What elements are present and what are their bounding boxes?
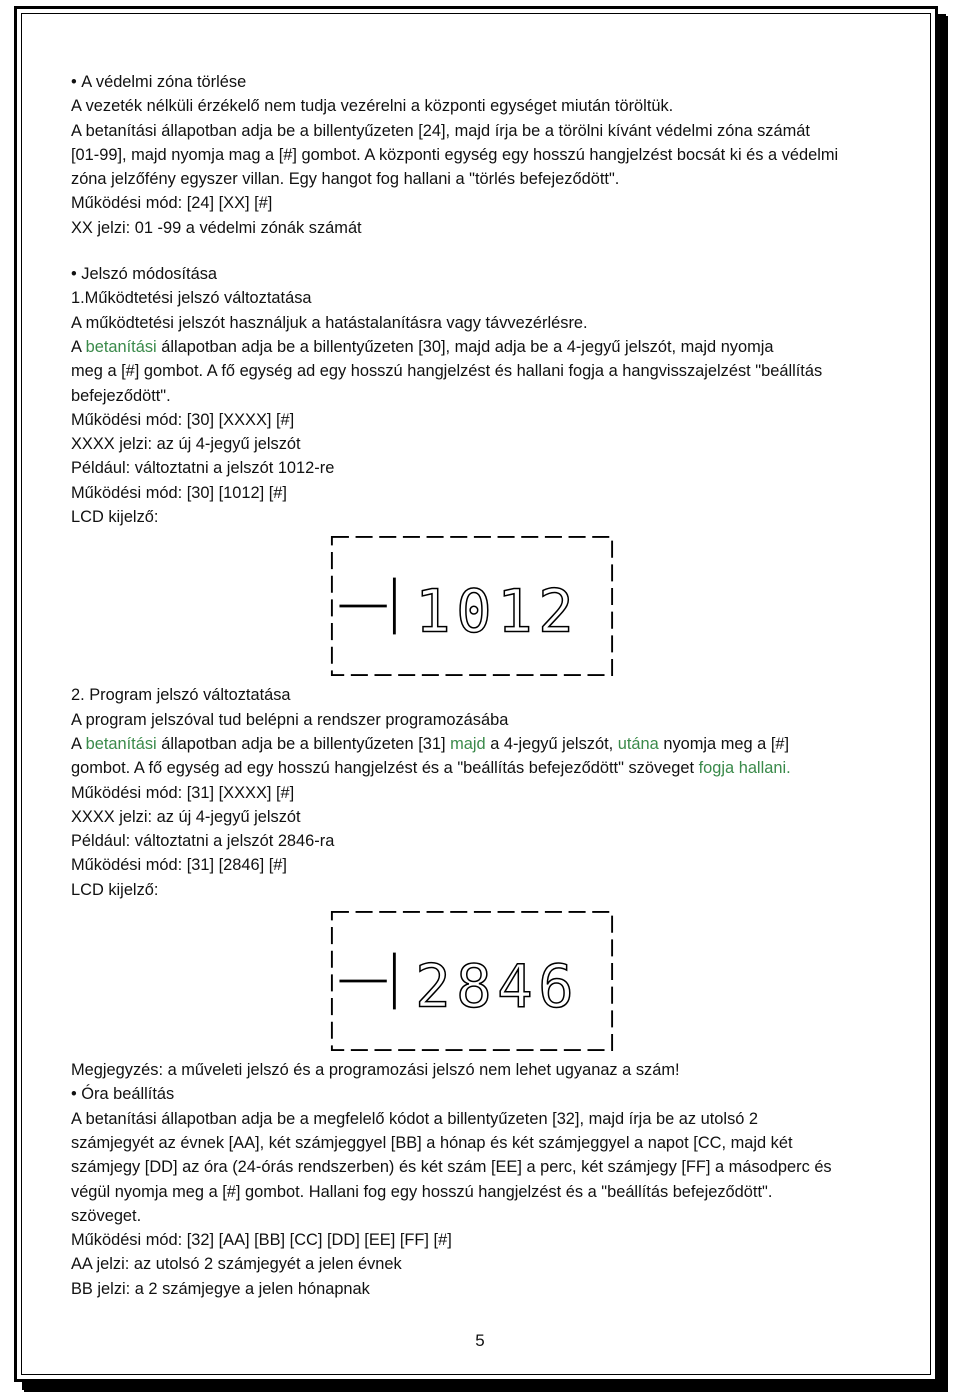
highlight-text: majd (450, 734, 486, 753)
paragraph-line: A betanítási állapotban adja be a billentyűzeten [30], majd adja be a 4-jegyű jelszót, majd nyomja (71, 337, 774, 356)
operation-mode-line: Működési mód: [30] [XXXX] [#] (71, 410, 295, 429)
paragraph-line: LCD kijelző: (71, 508, 159, 527)
subsection-title: 1.Működtetési jelszó változtatása (71, 289, 312, 308)
paragraph-line: [01-99], majd nyomja mag a [#] gombot. A központi egység egy hosszú hangjelzést bocsát ki és a védelmi (71, 145, 839, 164)
paragraph-line: befejeződött". (71, 386, 171, 405)
operation-mode-line: Működési mód: [32] [AA] [BB] [CC] [DD] [EE] [FF] [#] (71, 1231, 452, 1250)
paragraph-line: Például: változtatni a jelszót 2846-ra (71, 832, 335, 851)
operation-mode-line: Működési mód: [31] [XXXX] [#] (71, 783, 295, 802)
highlight-text: betanítási (85, 337, 157, 356)
lcd-display-2846 (322, 910, 622, 1052)
page-number: 5 (475, 1331, 485, 1350)
operation-mode-line: Működési mód: [31] [2846] [#] (71, 856, 287, 875)
operation-mode-line: Működési mód: [24] [XX] [#] (71, 194, 273, 213)
paragraph-line: zóna jelzőfény egyszer villan. Egy hangot fog hallani a "törlés befejeződött". (71, 170, 620, 189)
document-body (71, 70, 901, 1301)
paragraph-line: végül nyomja meg a [#] gombot. Hallani fog egy hosszú hangjelzést és a "beállítás befejeződött". (71, 1182, 773, 1201)
note-line: Megjegyzés: a műveleti jelszó és a programozási jelszó nem lehet ugyanaz a szám! (71, 1061, 680, 1080)
paragraph-line: XXXX jelzi: az új 4-jegyű jelszót (71, 807, 301, 826)
paragraph-line: szöveget. (71, 1206, 142, 1225)
paragraph-line: A program jelszóval tud belépni a rendszer programozásába (71, 710, 509, 729)
highlight-text: utána (617, 734, 659, 753)
lcd-digits: 1012 (415, 577, 580, 646)
paragraph-line: számjegy [DD] az óra (24-órás rendszerben) és két szám [EE] a perc, két számjegy [FF] a másodperc és (71, 1158, 832, 1177)
paragraph-line: LCD kijelző: (71, 880, 159, 899)
paragraph-line: AA jelzi: az utolsó 2 számjegyét a jelen évnek (71, 1255, 402, 1274)
highlight-text: fogja hallani. (698, 759, 791, 778)
section-title-clock-setting: • Óra beállítás (71, 1082, 901, 1106)
paragraph-line: A működtetési jelszót használjuk a hatástalanításra vagy távvezérlésre. (71, 313, 588, 332)
lcd-digits: 2846 (415, 952, 580, 1021)
paragraph-line: meg a [#] gombot. A fő egység ad egy hosszú hangjelzést és hallani fogja a hangvisszajelzést "beállítás (71, 362, 823, 381)
paragraph-line: XXXX jelzi: az új 4-jegyű jelszót (71, 435, 301, 454)
section-title-zone-delete: • A védelmi zóna törlése (71, 70, 901, 94)
highlight-text: betanítási (85, 734, 157, 753)
paragraph-line: BB jelzi: a 2 számjegye a jelen hónapnak (71, 1279, 370, 1298)
section-title-password-change: • Jelszó módosítása (71, 262, 901, 286)
paragraph-line: A vezeték nélküli érzékelő nem tudja vezérelni a központi egységet miután töröltük. (71, 97, 674, 116)
subsection-title: 2. Program jelszó változtatása (71, 686, 291, 705)
paragraph-line: számjegyét az évnek [AA], két számjeggyel [BB] a hónap és két számjeggyel a napot [CC, majd két (71, 1133, 793, 1152)
paragraph-line: A betanítási állapotban adja be a megfelelő kódot a billentyűzeten [32], majd írja be az utolsó 2 (71, 1109, 759, 1128)
lcd-display-1012 (322, 535, 622, 677)
paragraph-line: gombot. A fő egység ad egy hosszú hangjelzést és a "beállítás befejeződött" szöveget fogja hallani. (71, 759, 791, 778)
paragraph-line: A betanítási állapotban adja be a billentyűzeten [24], majd írja be a törölni kívánt védelmi zóna számát (71, 121, 810, 140)
paragraph-line: A betanítási állapotban adja be a billentyűzeten [31] majd a 4-jegyű jelszót, utána nyomja meg a [#] (71, 734, 790, 753)
paragraph-line: Például: változtatni a jelszót 1012-re (71, 459, 335, 478)
operation-mode-line: Működési mód: [30] [1012] [#] (71, 483, 287, 502)
paragraph-line: XX jelzi: 01 -99 a védelmi zónák számát (71, 218, 362, 237)
